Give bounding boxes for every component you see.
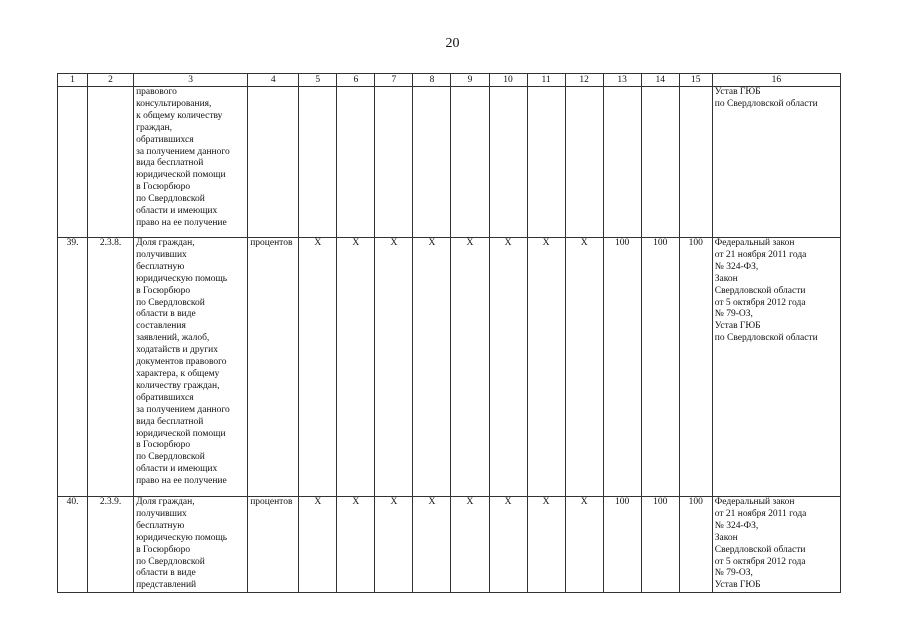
header-cell-2: 2 — [88, 74, 134, 87]
value-cell: X — [337, 238, 375, 497]
unit-cell: процентов — [248, 238, 299, 497]
indicator-name-line: к общему количеству — [136, 110, 223, 121]
value-cell: X — [375, 238, 413, 497]
indicator-name-line: бесплатную — [136, 261, 185, 272]
row-code-cell: 2.3.8. — [88, 238, 134, 497]
legal-basis-cell — [712, 497, 840, 593]
value-cell: X — [527, 497, 565, 593]
value-cell: X — [451, 497, 489, 593]
indicator-name-line: в Госюрбюро — [136, 544, 191, 555]
indicator-name-cell — [134, 497, 248, 593]
legal-basis-line: по Свердловской области — [714, 98, 818, 109]
indicator-name-line: вида бесплатной — [136, 158, 204, 169]
header-cell-7: 7 — [375, 74, 413, 87]
indicator-name-line: в Госюрбюро — [136, 440, 191, 451]
legal-basis-line: от 21 ноября 2011 года — [714, 508, 807, 519]
indicator-name-line: обратившихся — [136, 392, 194, 403]
value-cell: X — [527, 238, 565, 497]
indicator-name-line: представлений — [136, 580, 197, 591]
legal-basis-line: № 79-ОЗ, — [714, 309, 753, 320]
legal-basis-cell — [712, 238, 840, 497]
indicator-name-line: по Свердловской — [136, 194, 205, 205]
indicator-name-line: вида бесплатной — [136, 416, 204, 427]
indicator-name-line: по Свердловской — [136, 556, 205, 567]
value-cell — [375, 87, 413, 238]
header-cell-4: 4 — [248, 74, 299, 87]
table-row — [58, 87, 841, 238]
value-cell — [641, 87, 679, 238]
indicator-name-line: юридическую помощь — [136, 273, 228, 284]
indicator-name-line: составления — [136, 321, 186, 332]
value-cell — [413, 87, 451, 238]
legal-basis-line: по Свердловской области — [714, 333, 818, 344]
value-cell: X — [375, 497, 413, 593]
value-cell: 100 — [679, 238, 712, 497]
legal-basis-line: № 324-ФЗ, — [714, 520, 759, 531]
value-cell — [489, 87, 527, 238]
value-cell: 100 — [641, 497, 679, 593]
indicator-name-line: документов правового — [136, 357, 227, 368]
table-row — [58, 497, 841, 593]
legal-basis-line: Устав ГЮБ — [714, 580, 761, 591]
indicator-name-line: юридической помощи — [136, 428, 226, 439]
value-cell — [603, 87, 641, 238]
indicator-name-line: ходатайств и других — [136, 345, 218, 356]
indicator-name-line: правового — [136, 87, 177, 97]
value-cell: X — [413, 238, 451, 497]
header-cell-12: 12 — [565, 74, 603, 87]
value-cell — [337, 87, 375, 238]
indicator-name-line: обратившихся — [136, 134, 194, 145]
header-cell-14: 14 — [641, 74, 679, 87]
value-cell: X — [337, 497, 375, 593]
header-cell-9: 9 — [451, 74, 489, 87]
value-cell — [451, 87, 489, 238]
value-cell — [565, 87, 603, 238]
indicator-name-line: получивших — [136, 508, 187, 519]
value-cell: X — [451, 238, 489, 497]
indicator-name-line: Доля граждан, — [136, 238, 195, 248]
legal-basis-line: Федеральный закон — [714, 238, 795, 248]
header-cell-1: 1 — [58, 74, 88, 87]
legal-basis-line: Свердловской области — [714, 285, 806, 296]
indicator-name-line: Доля граждан, — [136, 497, 195, 507]
row-number-cell: 40. — [58, 497, 88, 593]
value-cell: X — [489, 497, 527, 593]
value-cell: X — [299, 238, 337, 497]
indicator-name-line: области в виде — [136, 568, 196, 579]
header-cell-5: 5 — [299, 74, 337, 87]
value-cell: 100 — [679, 497, 712, 593]
indicator-name-line: заявлений, жалоб, — [136, 333, 210, 344]
value-cell: X — [413, 497, 451, 593]
indicator-name-cell — [134, 87, 248, 238]
indicator-name-line: право на ее получение — [136, 217, 227, 228]
value-cell — [527, 87, 565, 238]
indicator-name-line: получивших — [136, 249, 187, 260]
indicator-name-line: консультирования, — [136, 98, 212, 109]
header-cell-16: 16 — [712, 74, 840, 87]
header-cell-6: 6 — [337, 74, 375, 87]
page-number: 20 — [445, 36, 460, 51]
unit-cell — [248, 87, 299, 238]
row-code-cell — [88, 87, 134, 238]
indicator-name-line: бесплатную — [136, 520, 185, 531]
indicators-table — [57, 73, 841, 593]
row-number-cell: 39. — [58, 238, 88, 497]
header-cell-13: 13 — [603, 74, 641, 87]
value-cell: 100 — [603, 238, 641, 497]
value-cell: X — [565, 497, 603, 593]
legal-basis-line: от 21 ноября 2011 года — [714, 249, 807, 260]
value-cell: X — [565, 238, 603, 497]
header-cell-11: 11 — [527, 74, 565, 87]
indicator-name-line: характера, к общему — [136, 368, 220, 379]
indicator-name-line: в Госюрбюро — [136, 285, 191, 296]
indicator-name-line: в Госюрбюро — [136, 182, 191, 193]
indicator-name-line: по Свердловской — [136, 452, 205, 463]
legal-basis-line: от 5 октября 2012 года — [714, 556, 806, 567]
legal-basis-line: Устав ГЮБ — [714, 321, 761, 332]
indicator-name-cell — [134, 238, 248, 497]
indicator-name-line: юридической помощи — [136, 170, 226, 181]
value-cell: 100 — [641, 238, 679, 497]
legal-basis-line: Федеральный закон — [714, 497, 795, 507]
value-cell — [679, 87, 712, 238]
indicator-name-line: количеству граждан, — [136, 380, 220, 391]
indicator-name-line: области и имеющих — [136, 464, 218, 475]
legal-basis-line: от 5 октября 2012 года — [714, 297, 806, 308]
header-cell-3: 3 — [134, 74, 248, 87]
value-cell — [299, 87, 337, 238]
header-cell-8: 8 — [413, 74, 451, 87]
table-header-row — [58, 74, 841, 87]
value-cell: 100 — [603, 497, 641, 593]
header-cell-10: 10 — [489, 74, 527, 87]
table-row — [58, 238, 841, 497]
value-cell: X — [299, 497, 337, 593]
legal-basis-line: № 324-ФЗ, — [714, 261, 759, 272]
legal-basis-line: Свердловской области — [714, 544, 806, 555]
value-cell: X — [489, 238, 527, 497]
legal-basis-line: Закон — [714, 273, 738, 284]
legal-basis-line: Закон — [714, 532, 738, 543]
legal-basis-line: Устав ГЮБ — [714, 87, 761, 97]
indicator-name-line: области в виде — [136, 309, 196, 320]
indicator-name-line: по Свердловской — [136, 297, 205, 308]
indicator-name-line: за получением данного — [136, 146, 230, 157]
header-cell-15: 15 — [679, 74, 712, 87]
indicator-name-line: юридическую помощь — [136, 532, 228, 543]
legal-basis-cell — [712, 87, 840, 238]
indicator-name-line: граждан, — [136, 122, 173, 133]
indicator-name-line: право на ее получение — [136, 476, 227, 487]
unit-cell: процентов — [248, 497, 299, 593]
legal-basis-line: № 79-ОЗ, — [714, 568, 753, 579]
indicator-name-line: за получением данного — [136, 404, 230, 415]
row-code-cell: 2.3.9. — [88, 497, 134, 593]
row-number-cell — [58, 87, 88, 238]
indicator-name-line: области и имеющих — [136, 206, 218, 217]
